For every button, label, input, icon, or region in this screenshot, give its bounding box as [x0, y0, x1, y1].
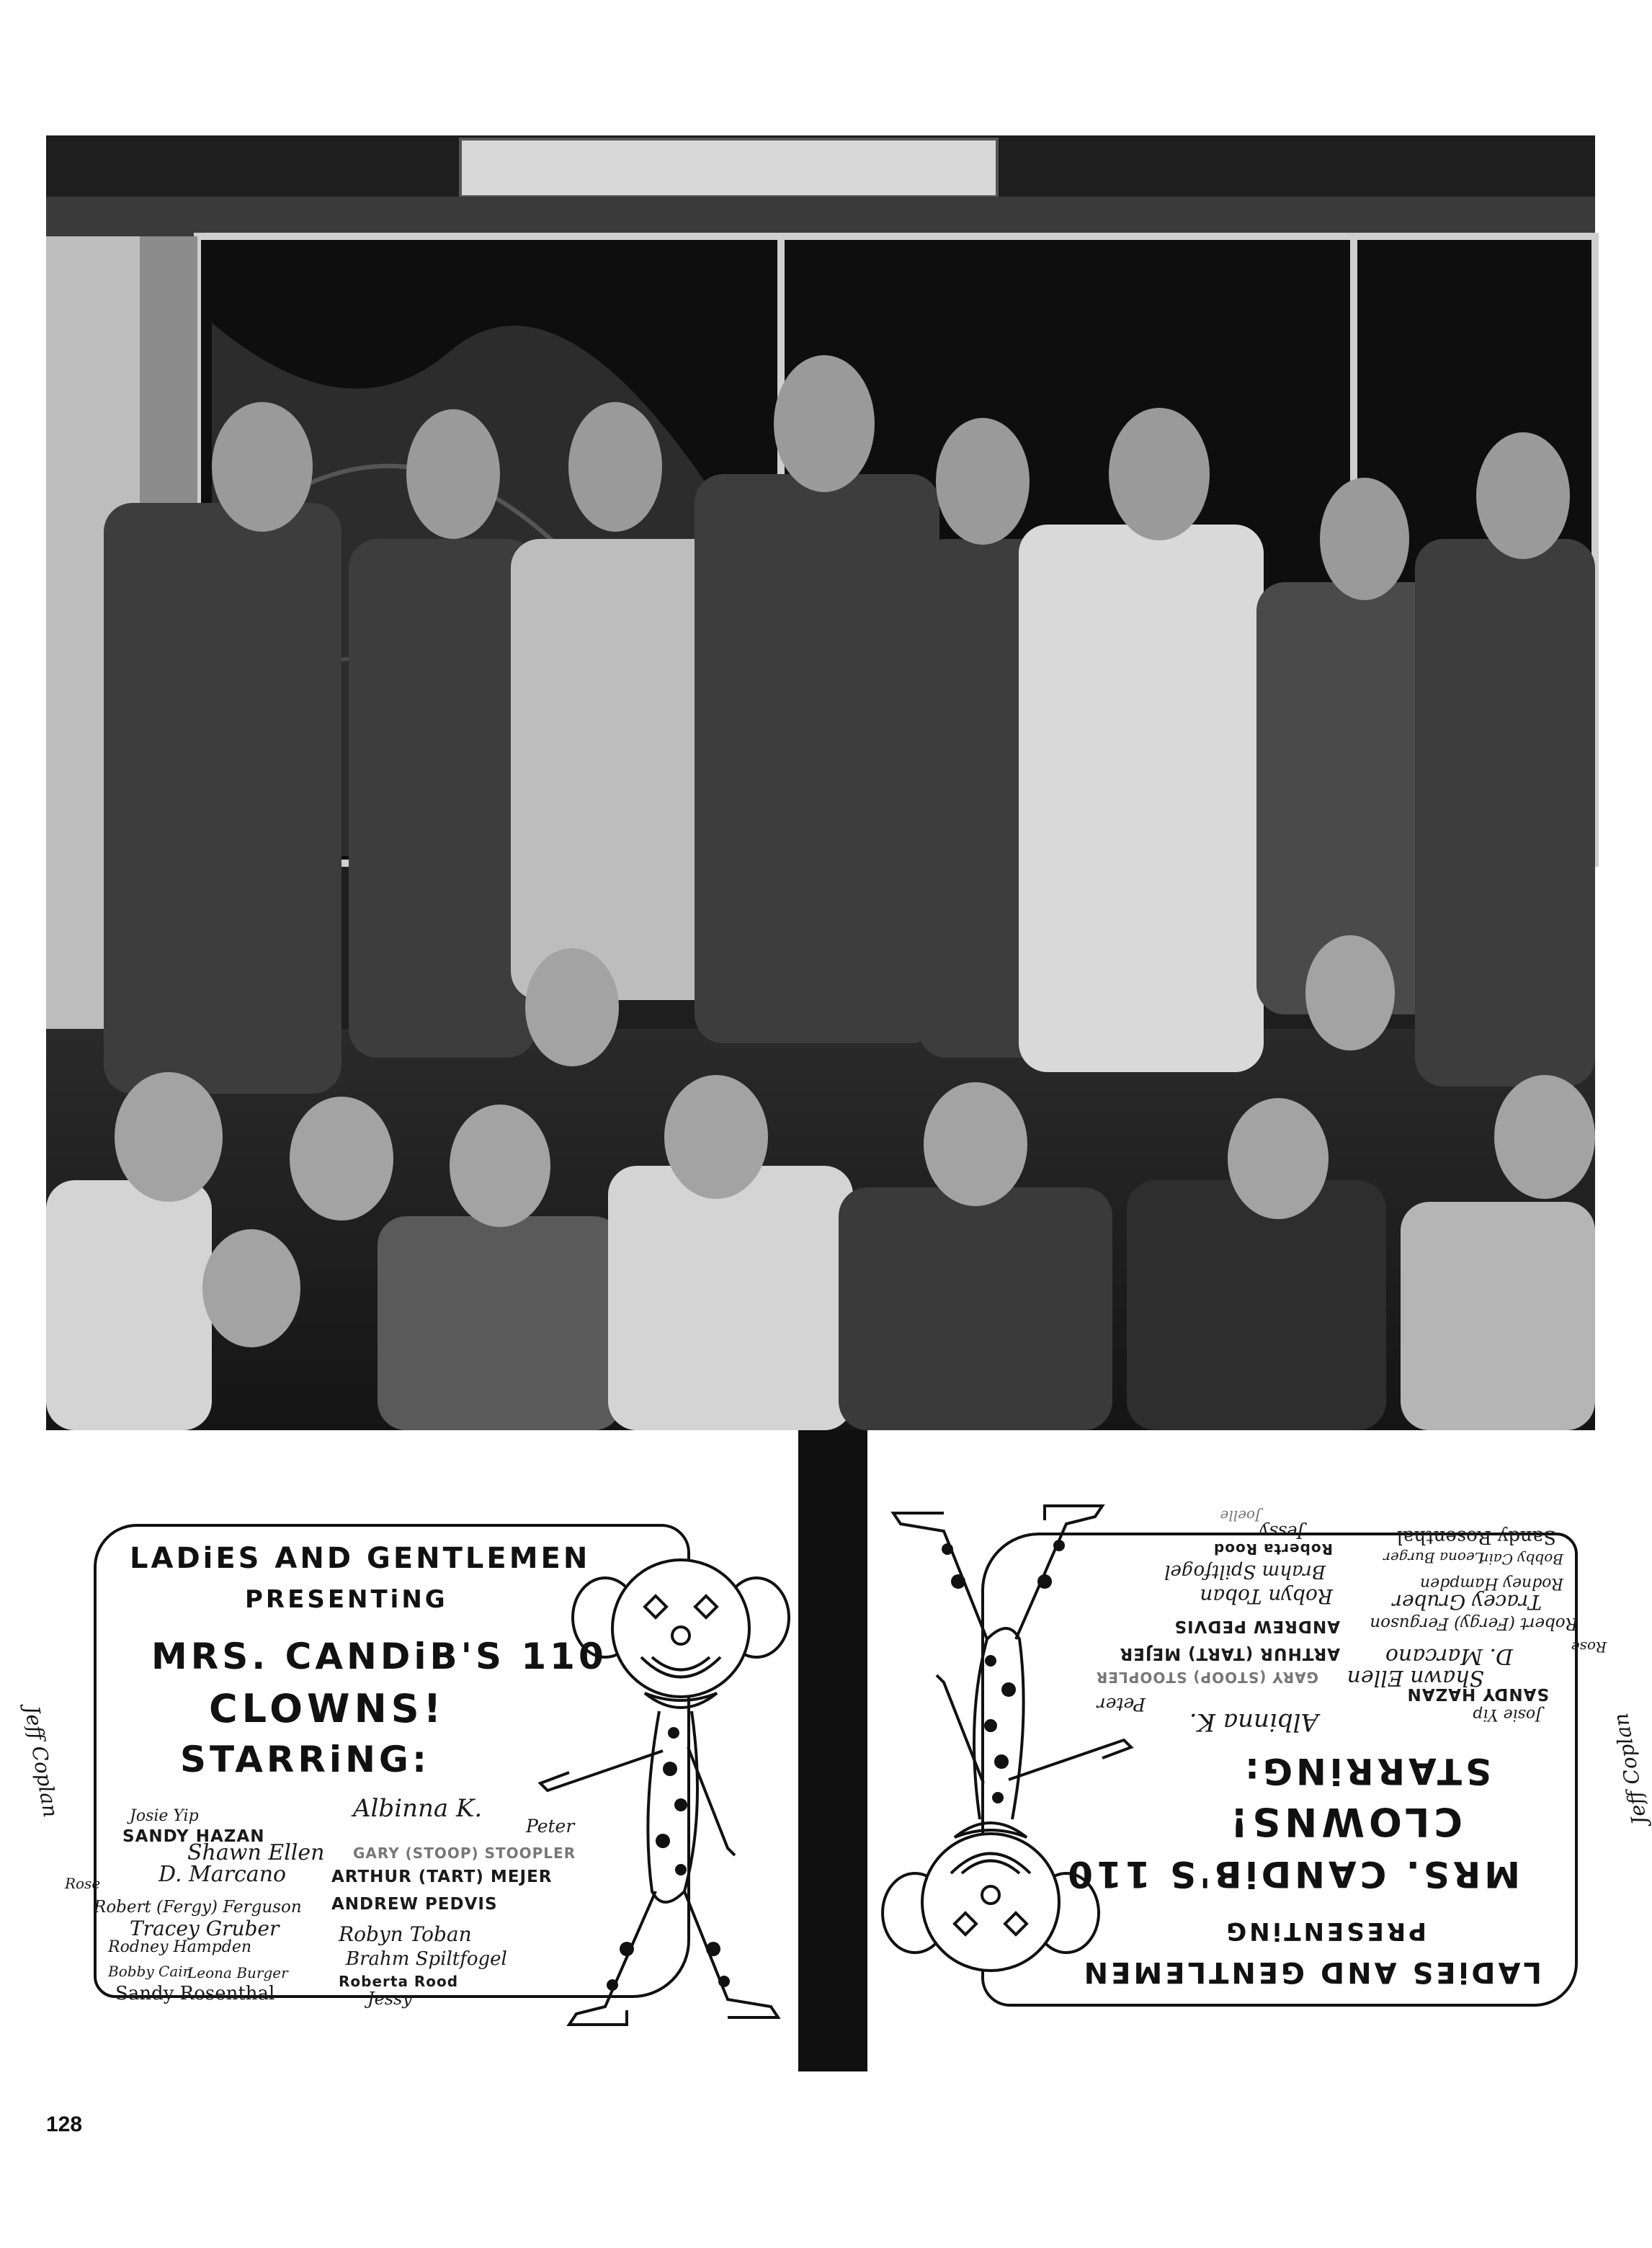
- signature: Robert (Fergy) Ferguson: [94, 1898, 302, 1917]
- signature: Robyn Toban: [1200, 1584, 1333, 1608]
- banner-line-2: PRESENTiNG: [245, 1585, 448, 1614]
- signature: Rose: [1571, 1638, 1607, 1656]
- signature: Albinna K.: [1189, 1708, 1318, 1736]
- signature: Jessy: [1259, 1522, 1304, 1542]
- ceiling-light: [460, 139, 997, 197]
- banner-line-4: CLOWNS!: [1225, 1799, 1463, 1845]
- signature: Sandy Rosenthal: [115, 1983, 275, 2004]
- signature: ARTHUR (TART) MEJER: [331, 1868, 553, 1886]
- signature: Shawn Ellen: [187, 1840, 325, 1865]
- page-number: 128: [46, 2113, 83, 2136]
- signature: Leona Burger: [187, 1964, 288, 1981]
- banner-line-2: PRESENTiNG: [1223, 1917, 1426, 1945]
- signature: Bobby Cain: [1479, 1551, 1563, 1568]
- clown-drawing: [519, 1574, 800, 2028]
- clown-drawing: [872, 1502, 1153, 1956]
- signature: D. Marcano: [1385, 1643, 1513, 1669]
- signature: Albinna K.: [353, 1794, 483, 1823]
- clown-banner-upside-down: [872, 1502, 1652, 2021]
- signature: Peter: [1097, 1694, 1146, 1715]
- banner-line-1: LADiES AND GENTLEMEN: [1081, 1955, 1542, 1989]
- signature: D. Marcano: [158, 1862, 287, 1887]
- signature: Rodney Hampden: [1419, 1574, 1563, 1592]
- signature: Rose: [65, 1875, 101, 1892]
- signature: Josie Yip: [1473, 1705, 1542, 1723]
- banner-line-4: CLOWNS!: [209, 1686, 446, 1731]
- banner-line-1: LADiES AND GENTLEMEN: [130, 1542, 591, 1575]
- signature: Brahm Spiltfogel: [1164, 1561, 1326, 1582]
- signature: ANDREW PEDVIS: [1174, 1617, 1340, 1636]
- signature: Tracey Gruber: [130, 1917, 280, 1940]
- signature: Robert (Fergy) Ferguson: [1370, 1614, 1578, 1633]
- signature: Roberta Rood: [1213, 1540, 1333, 1558]
- side-signature: Jeff Coplan: [1608, 1711, 1652, 1826]
- banner-line-3: MRS. CANDiB'S 110: [1064, 1853, 1520, 1895]
- signature: Roberta Rood: [339, 1973, 459, 1990]
- banner-line-5: STARRiNG:: [180, 1739, 430, 1780]
- signature: Tracey Gruber: [1392, 1590, 1542, 1614]
- signature: ANDREW PEDVIS: [331, 1895, 498, 1914]
- signature: GARY (STOOP) STOOPLER: [353, 1845, 576, 1862]
- clown-banner-upright: [19, 1509, 800, 2028]
- class-group-photo: [46, 135, 1595, 1430]
- signature: GARY (STOOP) STOOPLER: [1095, 1669, 1318, 1686]
- signature: Shawn Ellen: [1347, 1665, 1484, 1690]
- signature: ARTHUR (TART) MEJER: [1119, 1644, 1340, 1663]
- banner-line-3: MRS. CANDiB'S 110: [151, 1636, 607, 1677]
- signature: Brahm Spiltfogel: [346, 1948, 507, 1970]
- signature: Jessy: [367, 1989, 413, 2009]
- photo-image: [46, 135, 1595, 1430]
- signature: Bobby Cain: [108, 1963, 192, 1980]
- black-divider-bar: [798, 1430, 867, 2071]
- signature: Joelle: [1220, 1507, 1261, 1525]
- signature: SANDY HAZAN: [1406, 1685, 1549, 1703]
- signature: SANDY HAZAN: [122, 1827, 265, 1846]
- side-signature: Jeff Coplan: [19, 1704, 63, 1819]
- signature: Robyn Toban: [339, 1922, 472, 1946]
- signature: Peter: [526, 1816, 575, 1837]
- signature: Leona Burger: [1383, 1549, 1484, 1566]
- signature: Rodney Hampden: [108, 1938, 252, 1956]
- signature: Josie Yip: [130, 1807, 199, 1825]
- signature: Sandy Rosenthal: [1396, 1526, 1556, 1548]
- banner-line-5: STARRiNG:: [1241, 1750, 1491, 1792]
